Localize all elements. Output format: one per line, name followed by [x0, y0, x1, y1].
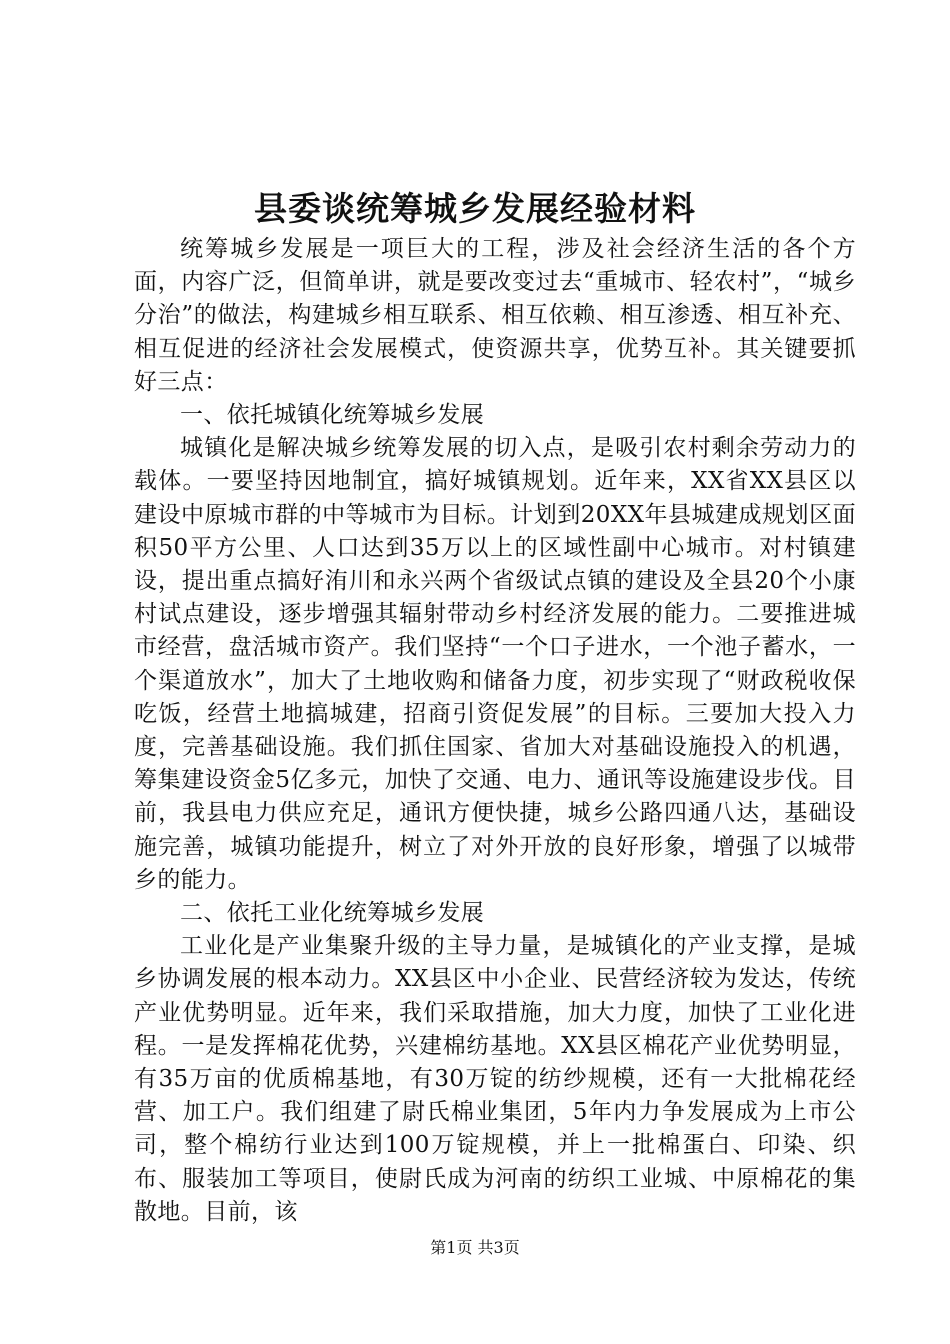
- paragraph-industrialization: 工业化是产业集聚升级的主导力量，是城镇化的产业支撑，是城乡协调发展的根本动力。XX县区中小企业、民营经济较为发达，传统产业优势明显。近年来，我们采取措施，加大力度，加快了工业化进程。一是发挥棉花优势，兴建棉纺基地。XX县区棉花产业优势明显，有35万亩的优质棉基地，有30万锭的纺纱规模，还有一大批棉花经营、加工户。我们组建了尉氏棉业集团，5年内力争发展成为上市公司，整个棉纺行业达到100万锭规模，并上一批棉蛋白、印染、织布、服装加工等项目，使尉氏成为河南的纺织工业城、中原棉花的集散地。目前，该: [134, 933, 856, 1225]
- section-heading-2: 二、依托工业化统筹城乡发展: [180, 900, 485, 927]
- paragraph-urbanization: 城镇化是解决城乡统筹发展的切入点，是吸引农村剩余劳动力的载体。一要坚持因地制宜，搞好城镇规划。近年来，XX省XX县区以建设中原城市群的中等城市为目标。计划到20XX年县城建成规划区面积50平方公里、人口达到35万以上的区域性副中心城市。对村镇建设，提出重点搞好洧川和永兴两个省级试点镇的建设及全县20个小康村试点建设，逐步增强其辐射带动乡村经济发展的能力。二要推进城市经营，盘活城市资产。我们坚持“一个口子进水，一个池子蓄水，一个渠道放水”，加大了土地收购和储备力度，初步实现了“财政税收保吃饭，经营土地搞城建，招商引资促发展”的目标。三要加大投入力度，完善基础设施。我们抓住国家、省加大对基础设施投入的机遇，筹集建设资金5亿多元，加快了交通、电力、通讯等设施建设步伐。目前，我县电力供应充足，通讯方便快捷，城乡公路四通八达，基础设施完善，城镇功能提升，树立了对外开放的良好形象，增强了以城带乡的能力。: [134, 435, 856, 893]
- document-title: 县委谈统筹城乡发展经验材料: [254, 189, 696, 228]
- document-body: [134, 233, 856, 1229]
- paragraph-intro: 统筹城乡发展是一项巨大的工程，涉及社会经济生活的各个方面，内容广泛，但简单讲，就是要改变过去“重城市、轻农村”，“城乡分治”的做法，构建城乡相互联系、相互依赖、相互渗透、相互补充、相互促进的经济社会发展模式，使资源共享，优势互补。其关键要抓好三点：: [134, 236, 856, 395]
- section-heading-1: 一、依托城镇化统筹城乡发展: [180, 402, 485, 429]
- page-footer: 第1页 共3页: [430, 1238, 520, 1257]
